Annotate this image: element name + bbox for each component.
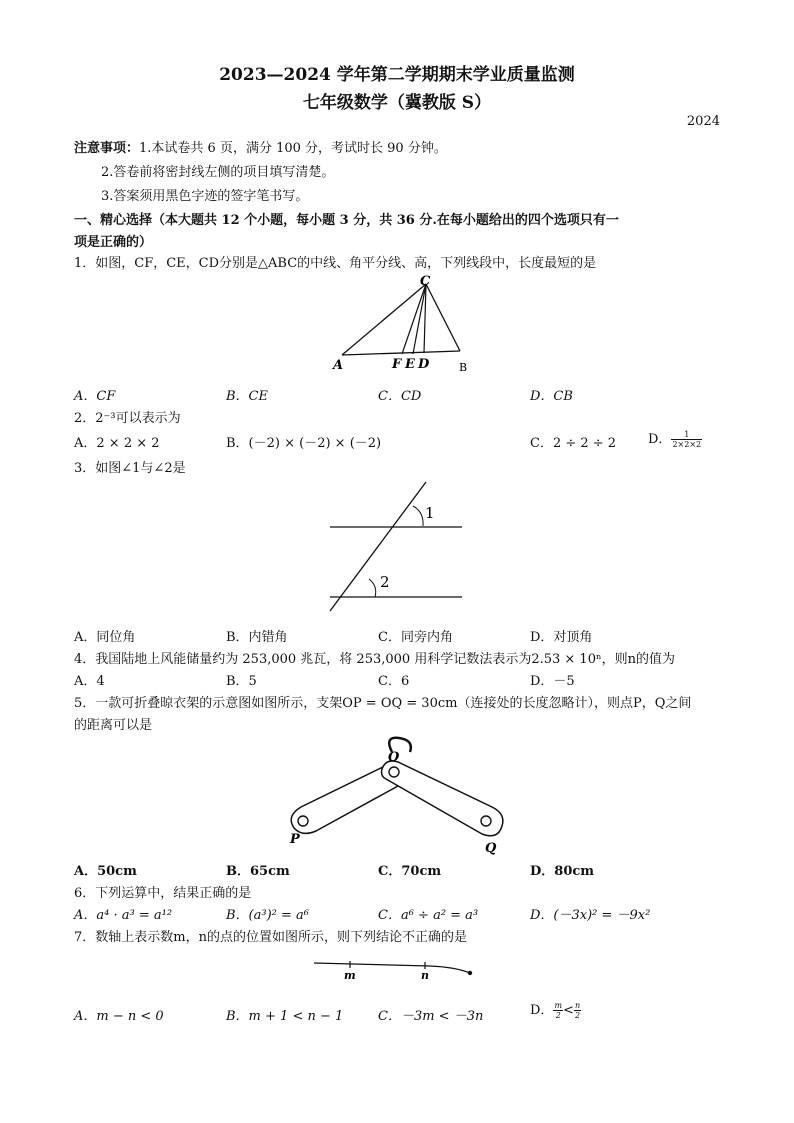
section-heading-line-1: 一、精心选择（本大题共 12 个小题，每小题 3 分，共 36 分.在每小题给出的四个选项只有一 — [74, 213, 619, 228]
q3-option-d[interactable]: D．对顶角 — [530, 630, 593, 645]
q6-stem: 6．下列运算中，结果正确的是 — [74, 886, 252, 901]
q7-option-a[interactable]: A．m − n < 0 — [74, 1009, 164, 1024]
exam-title: 2023—2024 学年第二学期期末学业质量监测 — [219, 65, 575, 85]
q3-option-a[interactable]: A．同位角 — [74, 630, 136, 645]
q7-frac-right — [574, 1001, 581, 1020]
q7-number-line-figure — [310, 953, 480, 983]
q6-option-d[interactable]: D．(－3x)² = －9x² — [530, 908, 651, 923]
q2-stem: 2．2⁻³可以表示为 — [74, 411, 181, 426]
q5-stem-line-1: 5．一款可折叠晾衣架的示意图如图所示，支架OP = OQ = 30cm（连接处的长度忽略计），则点P，Q之间 — [74, 696, 692, 711]
exam-year: 2024 — [686, 114, 720, 129]
q1-option-d[interactable]: D．CB — [530, 389, 573, 404]
q4-stem: 4．我国陆地上风能储量约为 253,000 兆瓦，将 253,000 用科学记数法表示为2.53 × 10ⁿ，则n的值为 — [74, 652, 675, 667]
section-heading-line-2: 项是正确的） — [74, 235, 153, 250]
q2-option-d[interactable] — [648, 428, 702, 449]
q3-parallel-lines-figure — [325, 478, 470, 613]
q7-option-d-label: D． — [530, 1003, 554, 1018]
q6-option-a[interactable]: A．a⁴ · a³ = a¹² — [74, 908, 173, 923]
q1-side-cb — [426, 284, 460, 351]
q2-option-d-label: D． — [648, 432, 672, 447]
q7-option-d[interactable] — [530, 999, 581, 1020]
q5-stem-line-2: 的距离可以是 — [74, 718, 153, 733]
exam-subtitle: 七年级数学（冀教版 S） — [302, 93, 492, 113]
q2-option-c[interactable]: C．2 ÷ 2 ÷ 2 — [530, 436, 617, 451]
q5-label-q: Q — [485, 841, 497, 856]
q2-frac-denominator: 2×2×2 — [672, 440, 702, 449]
q5-joint-o — [389, 767, 399, 777]
q1-label-d: D — [418, 357, 430, 372]
q5-option-c[interactable]: C．70cm — [378, 864, 442, 879]
q3-angle-2-arc — [369, 579, 376, 597]
q1-option-a[interactable]: A．CF — [74, 389, 116, 404]
q7-frac-operator: < — [563, 1003, 574, 1018]
q1-label-e: E — [405, 357, 415, 372]
q7-frac-right-den: 2 — [574, 1011, 581, 1020]
q2-frac-numerator: 1 — [671, 430, 702, 440]
q6-option-c[interactable]: C．a⁶ ÷ a² = a³ — [378, 908, 479, 923]
q7-frac-right-num: n — [574, 1001, 581, 1010]
notes-item-3: 3.答案须用黑色字迹的签字笔书写。 — [101, 189, 309, 204]
q4-option-a[interactable]: A．4 — [74, 674, 105, 689]
q1-label-f: F — [392, 357, 402, 372]
q7-frac-left-den: 2 — [555, 1011, 561, 1020]
q3-transversal — [330, 482, 426, 611]
q7-frac-left — [553, 1001, 563, 1020]
notes-item-2: 2.答卷前将密封线左侧的项目填写清楚。 — [101, 165, 335, 180]
q2-option-d-fraction — [671, 430, 702, 449]
q6-option-b[interactable]: B．(a³)² = a⁶ — [226, 908, 309, 923]
notes-item-1: 1.本试卷共 6 页，满分 100 分，考试时长 90 分钟。 — [139, 141, 447, 156]
q5-option-a[interactable]: A．50cm — [74, 864, 137, 879]
q5-clothes-rack-figure — [282, 736, 512, 860]
q1-label-c: C — [420, 274, 431, 289]
q3-option-b[interactable]: B．内错角 — [226, 630, 288, 645]
q1-label-b: B — [459, 361, 468, 374]
q7-axis-end-dot — [468, 971, 472, 975]
q5-label-o: O — [388, 750, 400, 765]
q7-stem: 7．数轴上表示数m，n的点的位置如图所示，则下列结论不正确的是 — [74, 930, 467, 945]
q2-option-b[interactable]: B．(－2) × (－2) × (－2) — [226, 436, 382, 451]
q1-option-c[interactable]: C．CD — [378, 389, 422, 404]
q2-option-a[interactable]: A．2 × 2 × 2 — [74, 436, 160, 451]
q3-option-c[interactable]: C．同旁内角 — [378, 630, 453, 645]
q7-option-c[interactable]: C．－3m < －3n — [378, 1009, 484, 1024]
q1-stem: 1．如图，CF，CE，CD分别是△ABC的中线、角平分线、高，下列线段中，长度最短的是 — [74, 256, 597, 271]
q1-option-b[interactable]: B．CE — [226, 389, 268, 404]
q5-label-p: P — [290, 832, 300, 847]
q3-angle-1-arc — [413, 506, 423, 526]
q7-label-m: m — [344, 969, 356, 982]
notes-label: 注意事项： — [74, 141, 140, 156]
q7-frac-left-num: m — [554, 1001, 563, 1010]
q7-label-n: n — [421, 969, 429, 982]
q3-label-1: 1 — [425, 504, 435, 522]
q5-joint-p — [298, 816, 308, 826]
q4-option-d[interactable]: D．－5 — [530, 674, 575, 689]
q4-option-c[interactable]: C．6 — [378, 674, 410, 689]
notes-line-1 — [74, 137, 447, 156]
q3-stem: 3．如图∠1与∠2是 — [74, 461, 186, 476]
q7-axis-line — [314, 963, 470, 973]
q1-label-a: A — [333, 358, 344, 373]
q1-triangle-figure — [325, 272, 485, 378]
q3-label-2: 2 — [380, 573, 390, 591]
q5-option-d[interactable]: D．80cm — [530, 864, 595, 879]
q4-option-b[interactable]: B．5 — [226, 674, 257, 689]
q7-option-b[interactable]: B．m + 1 < n − 1 — [226, 1009, 344, 1024]
q5-option-b[interactable]: B．65cm — [226, 864, 290, 879]
q5-joint-q — [481, 816, 491, 826]
q1-base-ab — [342, 351, 460, 355]
